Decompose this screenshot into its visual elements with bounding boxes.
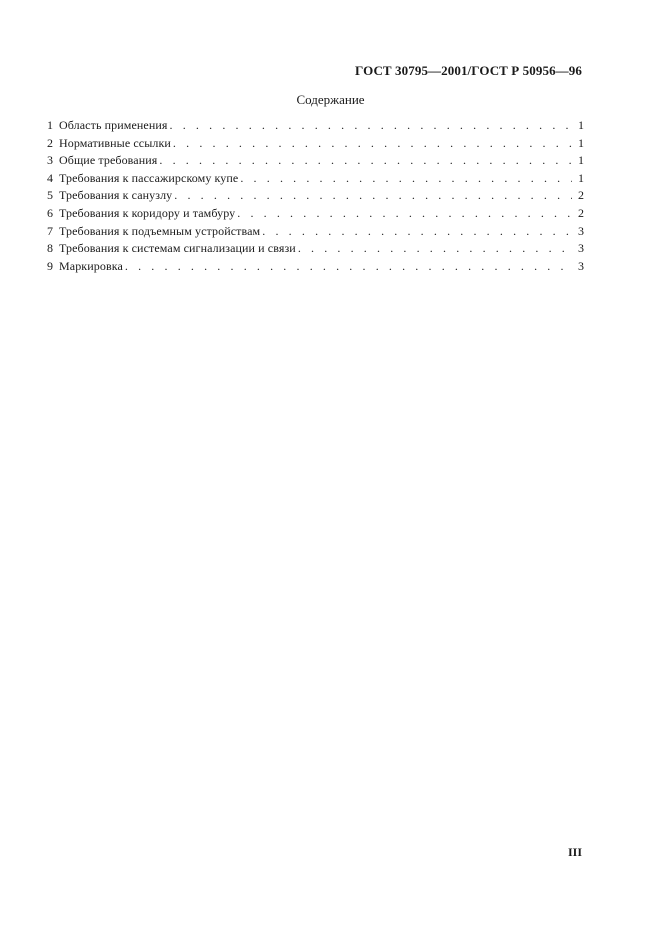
- toc-item-page: 1: [578, 153, 584, 168]
- toc-item-page: 3: [578, 241, 584, 256]
- toc-leader-dots: [298, 241, 572, 256]
- toc-item-number: 7: [47, 223, 53, 238]
- toc-item-title: Требования к пассажирскому купе: [59, 170, 239, 185]
- toc-item-number: 3: [47, 153, 53, 168]
- toc-item-page: 1: [578, 135, 584, 150]
- toc-leader-dots: [125, 259, 572, 274]
- toc-item-page: 3: [578, 258, 584, 273]
- toc-item[interactable]: [47, 171, 584, 189]
- toc-item[interactable]: [47, 153, 584, 171]
- toc-item-page: 1: [578, 118, 584, 132]
- toc-item-title: Общие требования: [59, 153, 158, 168]
- toc-item[interactable]: [47, 118, 584, 136]
- toc-item-title: Область применения: [59, 118, 168, 132]
- toc-item-page: 2: [578, 188, 584, 203]
- toc-item-title: Требования к коридору и тамбуру: [59, 205, 236, 220]
- toc-item[interactable]: [47, 136, 584, 154]
- toc-item-number: 4: [47, 170, 53, 185]
- toc-item-title: Требования к подъемным устройствам: [59, 223, 261, 238]
- toc-item[interactable]: [47, 259, 584, 277]
- toc-item-title: Требования к санузлу: [59, 188, 173, 203]
- toc-item-title: Маркировка: [59, 258, 123, 273]
- toc-item-number: 1: [47, 118, 53, 132]
- toc-leader-dots: [237, 206, 572, 221]
- toc-item[interactable]: [47, 206, 584, 224]
- page-number: III: [567, 845, 582, 859]
- toc-title: Содержание: [296, 92, 365, 107]
- toc-item-number: 9: [47, 258, 53, 273]
- toc-item-page: 2: [578, 205, 584, 220]
- toc-leader-dots: [159, 153, 572, 168]
- toc-leader-dots: [240, 171, 572, 186]
- toc-leader-dots: [173, 136, 572, 151]
- toc-item[interactable]: [47, 188, 584, 206]
- toc-item[interactable]: [47, 241, 584, 259]
- toc-leader-dots: [170, 118, 572, 133]
- toc-item-page: 1: [578, 170, 584, 185]
- toc-item[interactable]: [47, 224, 584, 242]
- toc-leader-dots: [262, 224, 572, 239]
- document-header: ГОСТ 30795—2001/ГОСТ Р 50956—96: [355, 63, 582, 78]
- toc-item-number: 5: [47, 188, 53, 203]
- toc-item-number: 2: [47, 135, 53, 150]
- toc-item-page: 3: [578, 223, 584, 238]
- table-of-contents: [47, 118, 584, 276]
- toc-item-title: Нормативные ссылки: [59, 135, 171, 150]
- toc-item-number: 8: [47, 241, 53, 256]
- toc-item-title: Требования к системам сигнализации и связи: [59, 241, 296, 256]
- toc-leader-dots: [174, 188, 572, 203]
- toc-item-number: 6: [47, 205, 53, 220]
